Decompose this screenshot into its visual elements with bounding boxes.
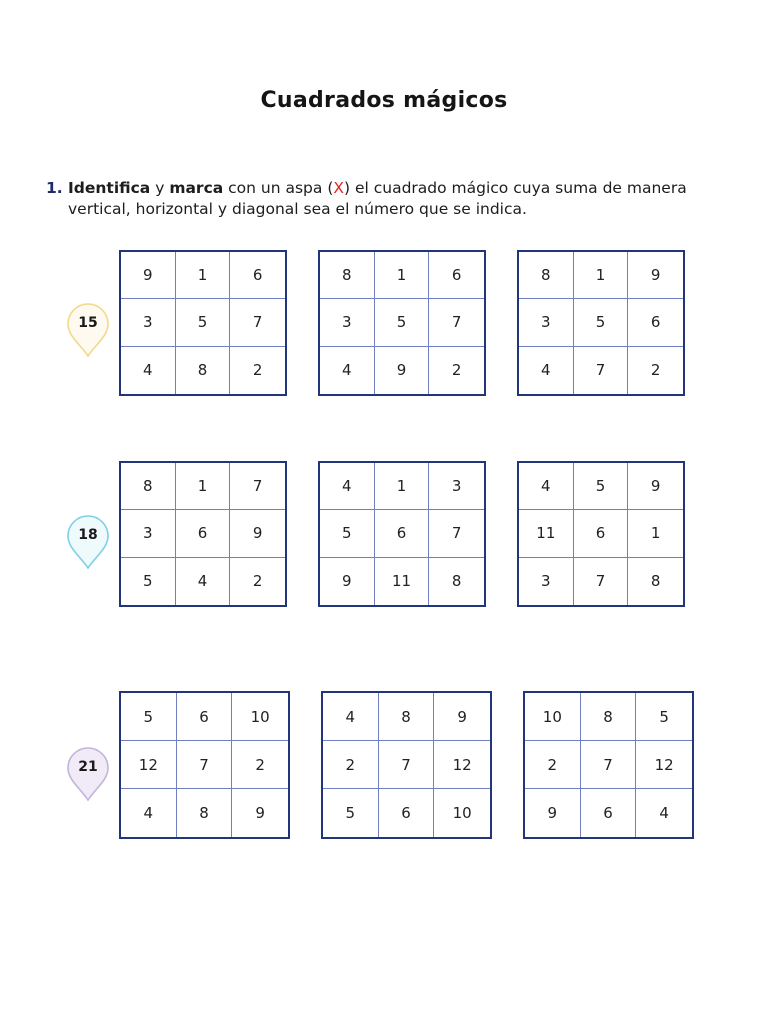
square-cell: 5: [323, 789, 379, 837]
square-cell: 5: [176, 299, 231, 346]
square-cell: 9: [121, 252, 176, 299]
square-cell: 6: [429, 252, 484, 299]
instruction-y: y: [150, 179, 170, 197]
magic-square-option[interactable]: [318, 250, 486, 396]
square-cell: 7: [429, 299, 484, 346]
square-cell: 2: [525, 741, 581, 789]
square-cell: 4: [121, 789, 177, 837]
square-cell: 12: [434, 741, 490, 789]
square-cell: 7: [581, 741, 637, 789]
square-cell: 6: [375, 510, 430, 557]
square-cell: 7: [230, 299, 285, 346]
square-cell: 10: [452, 804, 472, 822]
square-cell: 6: [581, 789, 637, 837]
square-cell: 10: [232, 693, 288, 741]
square-cell: 9: [628, 252, 683, 299]
square-cell: 5: [375, 299, 430, 346]
square-cell: 8: [451, 572, 462, 591]
square-cell: 3: [519, 299, 574, 346]
square-cell: 8: [176, 347, 231, 394]
square-cell: 6: [574, 510, 629, 557]
square-cell: 12: [121, 741, 177, 789]
target-sum-pin: [66, 300, 110, 358]
square-cell: 8: [650, 572, 661, 591]
magic-square-option[interactable]: [318, 461, 486, 607]
square-cell: 7: [574, 558, 629, 605]
square-cell: 9: [375, 347, 430, 394]
square-cell: 1: [375, 252, 430, 299]
square-cell: 4: [659, 804, 669, 822]
square-cell: 8: [121, 463, 176, 510]
square-cell: 2: [451, 361, 462, 380]
square-cell: 8: [519, 252, 574, 299]
square-cell: 4: [176, 558, 231, 605]
target-sum-pin: [66, 744, 110, 802]
magic-square-option[interactable]: [523, 691, 694, 839]
square-cell: 8: [177, 789, 233, 837]
square-cell: 1: [574, 252, 629, 299]
square-cell: 6: [177, 693, 233, 741]
square-cell: 7: [429, 510, 484, 557]
square-cell: 7: [574, 347, 629, 394]
instruction-rest: ) el cuadrado mágico cuya suma de manera vertical, horizontal y diagonal sea el número que se indica.: [68, 179, 687, 218]
target-sum-pin: [66, 512, 110, 570]
square-cell: 8: [379, 693, 435, 741]
square-cell: 6: [379, 789, 435, 837]
square-cell: 1: [628, 510, 683, 557]
magic-square-option[interactable]: [517, 461, 685, 607]
square-cell: 3: [429, 463, 484, 510]
square-cell: 2: [323, 741, 379, 789]
square-cell: 8: [581, 693, 637, 741]
square-cell: 4: [121, 347, 176, 394]
magic-square-option[interactable]: [119, 461, 287, 607]
square-cell: 11: [375, 558, 430, 605]
square-cell: 9: [320, 558, 375, 605]
square-cell: 6: [230, 252, 285, 299]
square-cell: 5: [574, 463, 629, 510]
square-cell: 5: [636, 693, 692, 741]
square-cell: 7: [230, 463, 285, 510]
square-cell: 11: [519, 510, 574, 557]
target-sum-label: 21: [78, 759, 98, 775]
square-cell: 1: [176, 252, 231, 299]
square-cell: 2: [252, 572, 263, 591]
square-cell: 6: [176, 510, 231, 557]
square-cell: 3: [121, 299, 176, 346]
magic-square-option[interactable]: [321, 691, 492, 839]
square-cell: 1: [375, 463, 430, 510]
square-cell: 10: [525, 693, 581, 741]
square-cell: 2: [232, 741, 288, 789]
square-cell: 7: [379, 741, 435, 789]
square-cell: 9: [255, 804, 265, 822]
page-title: Cuadrados mágicos: [260, 88, 508, 113]
square-cell: 9: [628, 463, 683, 510]
instruction-marca: marca: [169, 179, 224, 197]
square-cell: 4: [320, 347, 375, 394]
square-cell: 4: [519, 463, 574, 510]
square-cell: 7: [177, 741, 233, 789]
magic-square-option[interactable]: [517, 250, 685, 396]
square-cell: 2: [252, 361, 263, 380]
square-cell: 4: [320, 463, 375, 510]
square-cell: 5: [320, 510, 375, 557]
square-cell: 5: [121, 693, 177, 741]
target-sum-label: 18: [78, 527, 98, 543]
exercise-number: 1.: [46, 179, 63, 197]
target-sum-label: 15: [78, 315, 98, 331]
magic-square-option[interactable]: [119, 250, 287, 396]
square-cell: 4: [323, 693, 379, 741]
instruction-x-mark: X: [333, 179, 344, 197]
instruction-text: [68, 178, 708, 220]
square-cell: 9: [434, 693, 490, 741]
magic-square-option[interactable]: [119, 691, 290, 839]
square-cell: 3: [519, 558, 574, 605]
square-cell: 9: [230, 510, 285, 557]
instruction-identifica: Identifica: [68, 179, 151, 197]
square-cell: 5: [121, 558, 176, 605]
square-cell: 3: [121, 510, 176, 557]
square-cell: 8: [320, 252, 375, 299]
square-cell: 9: [525, 789, 581, 837]
square-cell: 6: [628, 299, 683, 346]
instruction-middle: con un aspa (: [223, 179, 334, 197]
square-cell: 1: [176, 463, 231, 510]
square-cell: 5: [574, 299, 629, 346]
square-cell: 12: [636, 741, 692, 789]
square-cell: 3: [320, 299, 375, 346]
square-cell: 2: [650, 361, 661, 380]
square-cell: 4: [519, 347, 574, 394]
